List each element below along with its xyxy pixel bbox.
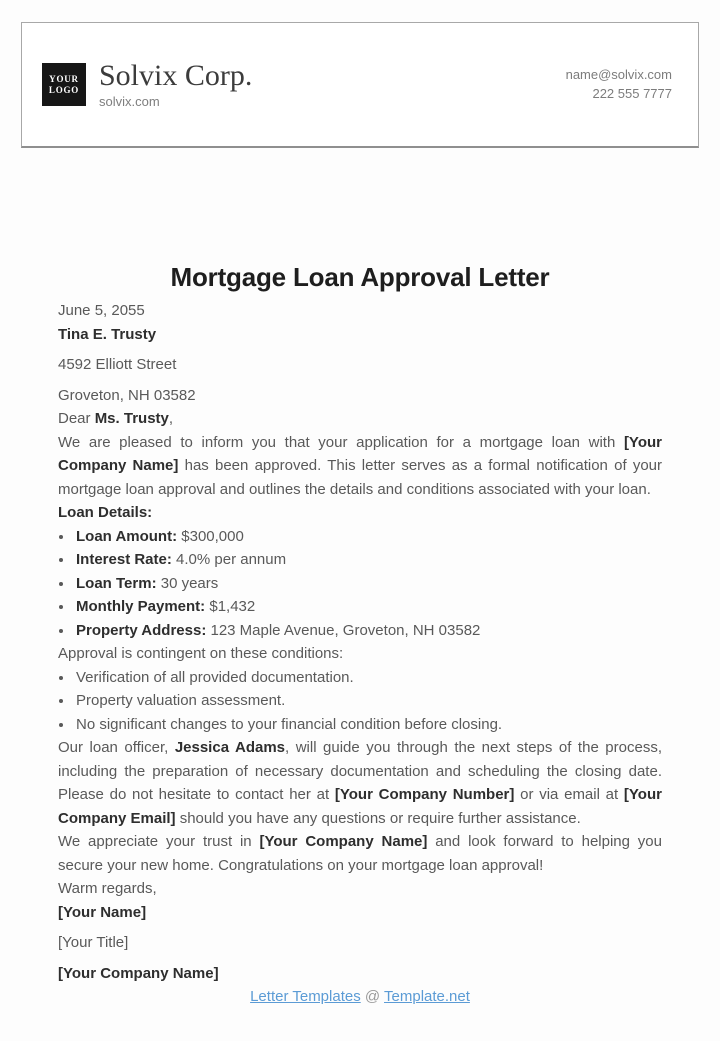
letterhead xyxy=(21,22,699,148)
bold-text-run: [Your Company Number] xyxy=(334,786,515,803)
appreciation-paragraph xyxy=(58,830,662,877)
text-run: 4.0% per annum xyxy=(171,551,287,568)
bold-text-run: [Your Company Name] xyxy=(259,833,428,850)
loan-details-heading: Loan Details: xyxy=(58,504,153,521)
company-logo xyxy=(42,63,86,106)
attribution-separator: @ xyxy=(360,988,385,1005)
recipient-city: Groveton, NH 03582 xyxy=(58,386,196,404)
text-run: We are pleased to inform you that your application for a mortgage loan with xyxy=(58,433,624,451)
text-run: $300,000 xyxy=(177,527,244,545)
signature-name: [Your Name] xyxy=(58,903,147,921)
sign-off: Warm regards, xyxy=(58,880,157,897)
text-run: has been approved. This letter serves as a formal notification of your mortgage loan approval and outlines the details and conditions associated with your loan. xyxy=(58,457,663,498)
bold-text-run: Monthly Payment: xyxy=(76,598,206,615)
conditions-intro: Approval is contingent on these conditions: xyxy=(58,645,344,662)
contact-info xyxy=(566,66,672,104)
letter-body xyxy=(0,262,720,1009)
recipient-street: 4592 Elliott Street xyxy=(58,356,177,373)
template-attribution xyxy=(58,985,662,1009)
text-run: $1,432 xyxy=(205,598,256,615)
bold-text-run: Property Address: xyxy=(76,621,207,639)
text-run: , xyxy=(168,410,174,427)
text-run: Verification of all provided documentation. xyxy=(76,668,354,686)
letter-date: June 5, 2055 xyxy=(58,302,145,319)
bold-text-run: Loan Term: xyxy=(76,574,157,592)
condition-item xyxy=(74,689,662,713)
text-run: should you have any questions or require further assistance. xyxy=(175,809,581,827)
loan-detail-item xyxy=(74,595,662,619)
brand-text xyxy=(99,60,252,110)
loan-detail-item xyxy=(74,525,662,549)
bold-text-run: Jessica Adams xyxy=(174,739,286,756)
condition-item xyxy=(74,666,662,690)
logo-text-line2: LOGO xyxy=(48,84,80,95)
text-run: 123 Maple Avenue, Groveton, NH 03582 xyxy=(206,621,481,639)
salutation xyxy=(58,407,662,431)
conditions-list xyxy=(58,666,662,737)
bold-text-run: Loan Amount: xyxy=(76,527,178,545)
text-run: 30 years xyxy=(156,574,219,592)
text-run: We appreciate your trust in xyxy=(58,833,260,850)
loan-detail-item xyxy=(74,572,662,596)
logo-text-line1: YOUR xyxy=(49,74,79,85)
text-run: or via email at xyxy=(514,786,624,803)
loan-detail-item xyxy=(74,548,662,572)
signature-company: [Your Company Name] xyxy=(58,964,219,982)
loan-details-list xyxy=(58,525,662,643)
text-run: and look forward to helping you secure your new home. Congratulations on your mortgage loan approval! xyxy=(58,833,662,874)
contact-email: name@solvix.com xyxy=(565,66,672,82)
bold-text-run: Interest Rate: xyxy=(76,551,172,568)
intro-paragraph xyxy=(58,431,662,502)
recipient-name: Tina E. Trusty xyxy=(58,325,157,343)
template-net-link[interactable]: Template.net xyxy=(384,988,470,1005)
bold-text-run: [Your Company Email] xyxy=(58,786,662,827)
officer-paragraph xyxy=(58,736,662,830)
letter-templates-link[interactable]: Letter Templates xyxy=(250,988,361,1005)
company-website: solvix.com xyxy=(99,94,160,110)
bold-text-run: [Your Company Name] xyxy=(58,433,662,474)
text-run: No significant changes to your financial condition before closing. xyxy=(76,715,503,733)
bold-text-run: Ms. Trusty xyxy=(94,410,169,427)
loan-detail-item xyxy=(74,619,662,643)
contact-phone: 222 555 7777 xyxy=(592,85,672,101)
text-run: , will guide you through the next steps of the process, including the preparation of necessary documentation and scheduling the closing date. Please do not hesitate to contact her at xyxy=(58,739,662,803)
brand-block xyxy=(42,60,252,110)
condition-item xyxy=(74,713,662,737)
text-run: Dear xyxy=(58,410,95,427)
page-title: Mortgage Loan Approval Letter xyxy=(170,262,550,292)
text-run: Our loan officer, xyxy=(58,739,175,756)
company-name: Solvix Corp. xyxy=(99,58,253,92)
text-run: Property valuation assessment. xyxy=(76,692,286,709)
signature-title: [Your Title] xyxy=(58,934,129,951)
